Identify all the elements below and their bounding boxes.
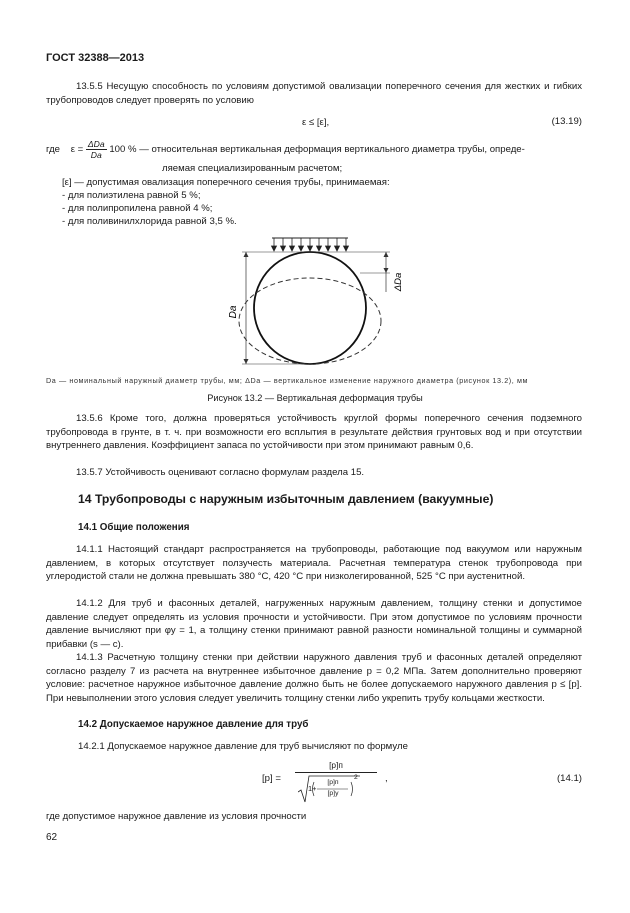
equation-13-19: ε ≤ [ε],: [302, 117, 330, 128]
section-14-2-heading: 14.2 Допускаемое наружное давление для труб: [78, 719, 309, 730]
page-number: 62: [46, 832, 58, 843]
paragraph-14-1-2: 14.1.2 Для труб и фасонных деталей, нагруженных наружным давлением, толщину стенки и допустимое давление следует определять из условия прочности и устойчивости. При этом допустимое по условиям прочности давление вычисляют при φy = 1, а толщину стенки принимают равной разности номинальной толщины и суммарной прибавки (s — c).: [46, 598, 582, 650]
eq-comma: ,: [385, 773, 388, 784]
figure-caption: Рисунок 13.2 — Вертикальная деформация трубы: [207, 393, 423, 403]
dim-da-arrow-bottom: [244, 359, 249, 364]
paragraph-14-1-1: 14.1.1 Настоящий стандарт распространяется на трубопроводы, работающие под вакуумом или наружным давлением, в которых отсутствует ползучесть материала. Расчетная температура стенок трубопровода при углеродистой стали не должна превышать 380 °C, 420 °C при низколегированной, 525 °C при аустенитной.: [46, 544, 582, 583]
epsilon-description: 100 % — относительная вертикальная деформация вертикального диаметра трубы, опреде-: [109, 144, 525, 156]
list-item-polyethylene: - для полиэтилена равной 5 %;: [62, 190, 201, 201]
list-item-pvc: - для поливинилхлорида равной 3,5 %.: [62, 216, 237, 227]
document-header: ГОСТ 32388—2013: [46, 52, 145, 64]
where-clause-epsilon: [46, 139, 525, 160]
equation-number-14-1: (14.1): [556, 773, 582, 784]
epsilon-definition: ε =: [70, 144, 84, 156]
eq-power: 2: [354, 774, 358, 781]
where-lead: где: [46, 144, 61, 156]
label-delta-da: ΔDa: [393, 272, 404, 292]
list-item-allowed-ovalization: [ε] — допустимая овализация поперечного сечения трубы, принимаемая:: [62, 177, 390, 188]
fraction-numerator: ΔDa: [87, 139, 105, 149]
paragraph-14-2-1: 14.2.1 Допускаемое наружное давление для труб вычисляют по формуле: [78, 741, 408, 752]
eq-lhs: [p] =: [262, 773, 281, 784]
fraction-denominator: Da: [90, 150, 102, 160]
paragraph-14-1-3: 14.1.3 Расчетную толщину стенки при действии наружного давления труб и фасонных деталей определяют согласно разделу 7 из расчета на внутреннее избыточное давление p = 0,2 МПа. Затем дополнительно проверяют условие: расчетное наружное избыточное давление должно быть не более допускаемого наружного давления p ≤ [p]. При невыполнении этого условия следует увеличить толщину стенки либо укрепить трубу кольцами жесткости.: [46, 652, 582, 704]
dim-da-arrow-top: [244, 252, 249, 257]
eq-inner-numerator: [p]п: [327, 779, 339, 786]
deformed-pipe-section: [239, 278, 381, 364]
dim-dda-arrow-bottom: [384, 268, 389, 273]
section-14-1-heading: 14.1 Общие положения: [78, 522, 190, 533]
paragraph-13-5-5: 13.5.5 Несущую способность по условиям допустимой овализации поперечного сечения для жестких и гибких трубопроводов следует проверять по условию: [46, 81, 582, 106]
epsilon-description-continued: ляемая специализированным расчетом;: [162, 163, 343, 174]
figure-pipe-deformation: [210, 226, 420, 374]
list-item-polypropylene: - для полипропилена равной 4 %;: [62, 203, 213, 214]
original-pipe-section: [254, 252, 366, 364]
eq-numerator: [p]п: [329, 760, 343, 770]
label-da: Da: [228, 305, 239, 319]
figure-legend: Da — номинальный наружный диаметр трубы, мм; ΔDa — вертикальное изменение наружного диаметра (рисунок 13.2), мм: [46, 376, 529, 385]
section-14-heading: 14 Трубопроводы с наружным избыточным давлением (вакуумные): [78, 492, 494, 506]
load-arrows: [272, 238, 349, 251]
paragraph-where-strength: где допустимое наружное давление из условия прочности: [46, 811, 307, 822]
eq-inner-denominator: [p]y: [327, 790, 339, 797]
paragraph-13-5-6: 13.5.6 Кроме того, должна проверяться устойчивость круглой формы поперечного сечения подземного трубопровода в грунте, в т. ч. при возможности его всплытия в результате действия грунтовых вод и при отсутствии внутреннего давления. Коэффициент запаса по устойчивости при этом принимают равным 0,6.: [46, 413, 582, 452]
paragraph-13-5-7: 13.5.7 Устойчивость оценивают согласно формулам раздела 15.: [76, 467, 365, 478]
dim-dda-arrow-top: [384, 252, 389, 257]
eq-fraction-bar: [295, 772, 377, 773]
epsilon-fraction: [86, 139, 107, 160]
equation-number-13-19: (13.19): [551, 116, 582, 127]
eq-one-plus: 1+: [308, 784, 317, 793]
